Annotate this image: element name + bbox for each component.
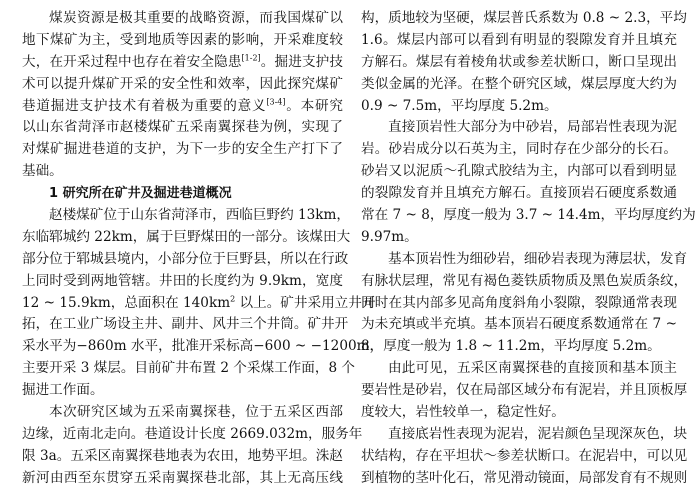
text-line: 术可以提升煤矿开采的安全性和效率，因此探究煤矿	[22, 75, 343, 92]
paragraph-roof-summary	[361, 358, 688, 424]
text-line: 8，厚度一般为 1.8 ~ 11.2m，平均厚度 5.2m。	[361, 338, 661, 355]
text-line: 为未充填或半充填。基本顶岩石硬度系数通常在 7 ~	[361, 316, 677, 333]
text-line: 构，质地较为坚硬，煤层普氏系数为 0.8 ~ 2.3，平均	[361, 10, 687, 26]
text-line: 掘进工作面。	[22, 382, 104, 399]
right-column	[361, 8, 696, 490]
text-segment: 。掘进支护技	[260, 53, 344, 70]
text-line	[22, 96, 343, 118]
text-line: 同时在其内部多见高角度斜角小裂隙，裂隙通常表现	[361, 294, 677, 311]
text-line: 有脉状层理，常见有褐色菱铁质物质及黑色炭质条纹，	[361, 272, 688, 289]
text-line: 直接底岩性表现为泥岩，泥岩颜色呈现深灰色，块	[388, 425, 688, 442]
text-line	[22, 52, 343, 74]
text-line: 地下煤矿为主，受到地质等因素的影响，开采难度较	[22, 31, 343, 48]
text-line: 岩。砂岩成分以石英为主，同时存在少部分的长石。	[361, 141, 677, 158]
text-line: 0.9 ~ 7.5m，平均厚度 5.2m。	[361, 97, 558, 114]
left-column	[22, 8, 384, 490]
section-heading: 1 研究所在矿井及掘进巷道概况	[49, 186, 232, 202]
text-line: 以山东省菏泽市赵楼煤矿五采南翼探巷为例，实现了	[22, 119, 343, 136]
text-line: 东临郓城约 22km，属于巨野煤田的一部分。该煤田大	[22, 228, 351, 245]
citation: [3-4]	[266, 97, 286, 107]
paragraph-intro	[22, 8, 343, 183]
text-line: 基本顶岩性为细砂岩，细砂岩表现为薄层状，发育	[388, 250, 688, 267]
text-line: 上同时受到两地管辖。井田的长度约为 9.9km，宽度	[22, 272, 343, 289]
paragraph-coal-seam	[361, 8, 687, 117]
text-line: 对煤矿掘进巷道的支护，为下一步的安全生产打下了	[22, 141, 343, 158]
text-line: 拓，在工业广场设主井、副井、风井三个井筒。矿井开	[22, 316, 349, 333]
text-line: 煤炭资源是极其重要的战略资源，而我国煤矿以	[49, 10, 343, 26]
text-line: 9.97m。	[361, 228, 418, 245]
text-line: 类似金属的光泽。在整个研究区域，煤层厚度大约为	[361, 75, 677, 92]
text-segment: 12 ~ 15.9km，总面积在 140km	[22, 294, 231, 311]
paragraph-main-roof	[361, 249, 688, 358]
text-line: 度较大，岩性较单一，稳定性好。	[361, 404, 565, 421]
text-line: 部分位于郓城县境内，小部分位于巨野县，所以在行政	[22, 250, 349, 267]
text-segment: 。本研究	[285, 97, 343, 114]
text-line: 砂岩又以泥质～孔隙式胶结为主，内部可以看到明显	[361, 163, 677, 180]
text-segment: 巷道掘进支护技术有着极为重要的意义	[22, 97, 267, 114]
text-line: 新河由西至东贯穿五采南翼探巷北部，其上无高压线	[22, 469, 343, 486]
text-line: 采水平为−860m 水平，批准开采标高−600 ~ −1200m，	[22, 338, 384, 355]
paragraph-immediate-roof	[361, 117, 696, 248]
citation: [1-2]	[241, 53, 261, 63]
text-line: 直接顶岩性大部分为中砂岩，局部岩性表现为泥	[388, 119, 677, 136]
text-segment: 大，在开采过程中也存在着安全隐患	[22, 53, 242, 70]
text-line: 常在 7 ~ 8，厚度一般为 3.7 ~ 14.4m，平均厚度约为	[361, 207, 696, 224]
text-line: 的裂隙发育并且填充方解石。直接顶岩石硬度系数通	[361, 185, 677, 202]
text-line: 限 3a。五采区南翼探巷地表为农田，地势平坦。洙赵	[22, 447, 343, 464]
text-line: 1.6。煤层内部可以看到有明显的裂隙发育并且填充	[361, 31, 677, 48]
text-line: 状结构，存在平坦状～参差状断口。在泥岩中，可以见	[361, 447, 688, 464]
superscript: 2	[230, 294, 236, 304]
text-segment: 以上。矿井采用立井开	[235, 294, 376, 311]
text-line	[22, 293, 376, 315]
paragraph-mine-overview	[22, 205, 384, 402]
text-line: 赵楼煤矿位于山东省菏泽市，西临巨野约 13km，	[49, 207, 351, 224]
paragraph-immediate-floor	[361, 424, 688, 490]
text-line: 本次研究区域为五采南翼探巷，位于五采区西部	[49, 404, 343, 421]
text-line: 到植物的茎叶化石，常见滑动镜面，局部发育有不规则	[361, 469, 688, 486]
paragraph-study-area	[22, 402, 363, 490]
text-line: 方解石。煤层有着棱角状或参差状断口，断口呈现出	[361, 53, 677, 70]
text-line: 要岩性是砂岩，仅在局部区域分布有泥岩，并且顶板厚	[361, 382, 688, 399]
text-line: 基础。	[22, 163, 63, 180]
text-line: 边缘，近南北走向。巷道设计长度 2669.032m，服务年	[22, 425, 363, 442]
text-line: 由此可见，五采区南翼探巷的直接顶和基本顶主	[388, 360, 677, 377]
text-line: 主要开采 3 煤层。目前矿井布置 2 个采煤工作面，8 个	[22, 360, 356, 377]
